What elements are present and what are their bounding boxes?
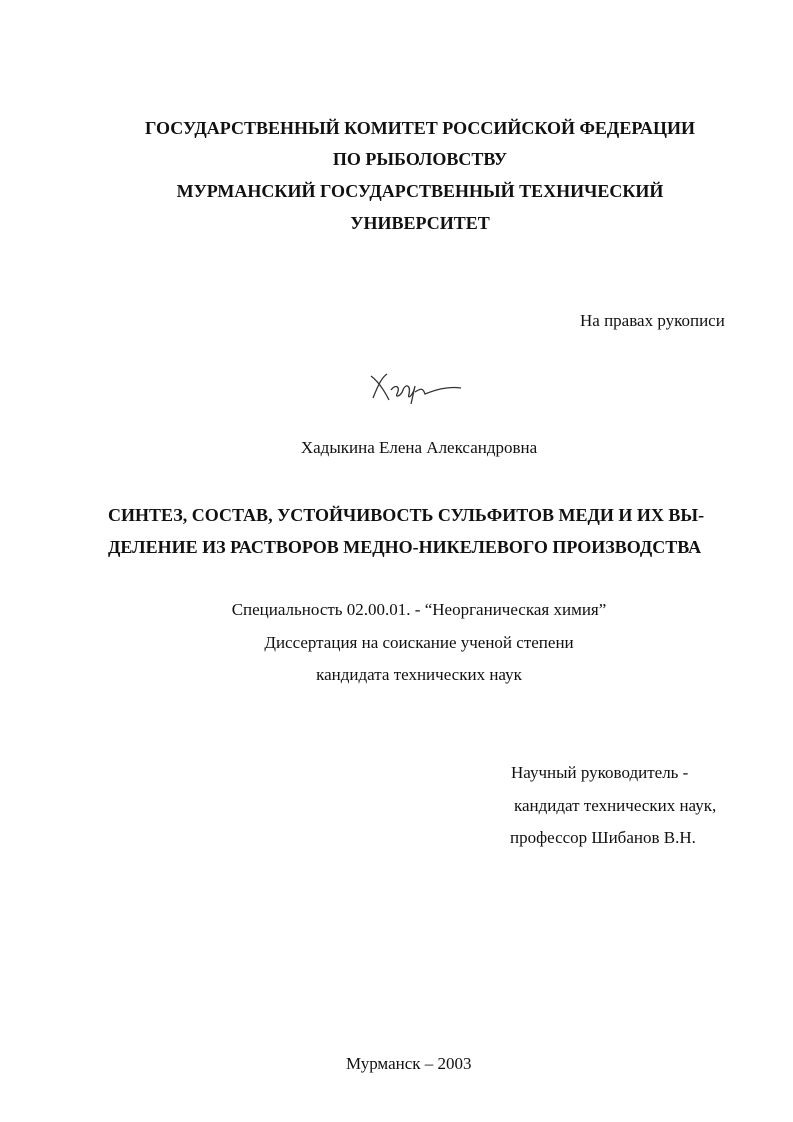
city-year: Мурманск – 2003	[346, 1054, 472, 1073]
supervisor-line: Научный руководитель -	[511, 763, 689, 782]
title-line: СИНТЕЗ, СОСТАВ, УСТОЙЧИВОСТЬ СУЛЬФИТОВ МЕДИ И ИХ ВЫ-	[108, 505, 705, 525]
supervisor-line: кандидат технических наук,	[514, 796, 717, 815]
header-line: ПО РЫБОЛОВСТВУ	[332, 149, 508, 169]
header-line: МУРМАНСКИЙ ГОСУДАРСТВЕННЫЙ ТЕХНИЧЕСКИЙ	[176, 181, 664, 201]
specialty-line: кандидата технических наук	[316, 665, 522, 684]
header-line: УНИВЕРСИТЕТ	[350, 213, 490, 233]
title-line: ДЕЛЕНИЕ ИЗ РАСТВОРОВ МЕДНО-НИКЕЛЕВОГО ПРОИЗВОДСТВА	[108, 537, 702, 557]
author-name: Хадыкина Елена Александровна	[300, 438, 538, 457]
header-line: ГОСУДАРСТВЕННЫЙ КОМИТЕТ РОССИЙСКОЙ ФЕДЕРАЦИИ	[144, 118, 696, 138]
signature-image	[365, 368, 465, 408]
supervisor-line: профессор Шибанов В.Н.	[510, 828, 696, 847]
specialty-line: Специальность 02.00.01. - “Неорганическая химия”	[231, 600, 607, 619]
specialty-line: Диссертация на соискание ученой степени	[264, 633, 574, 652]
manuscript-note: На правах рукописи	[580, 311, 725, 330]
